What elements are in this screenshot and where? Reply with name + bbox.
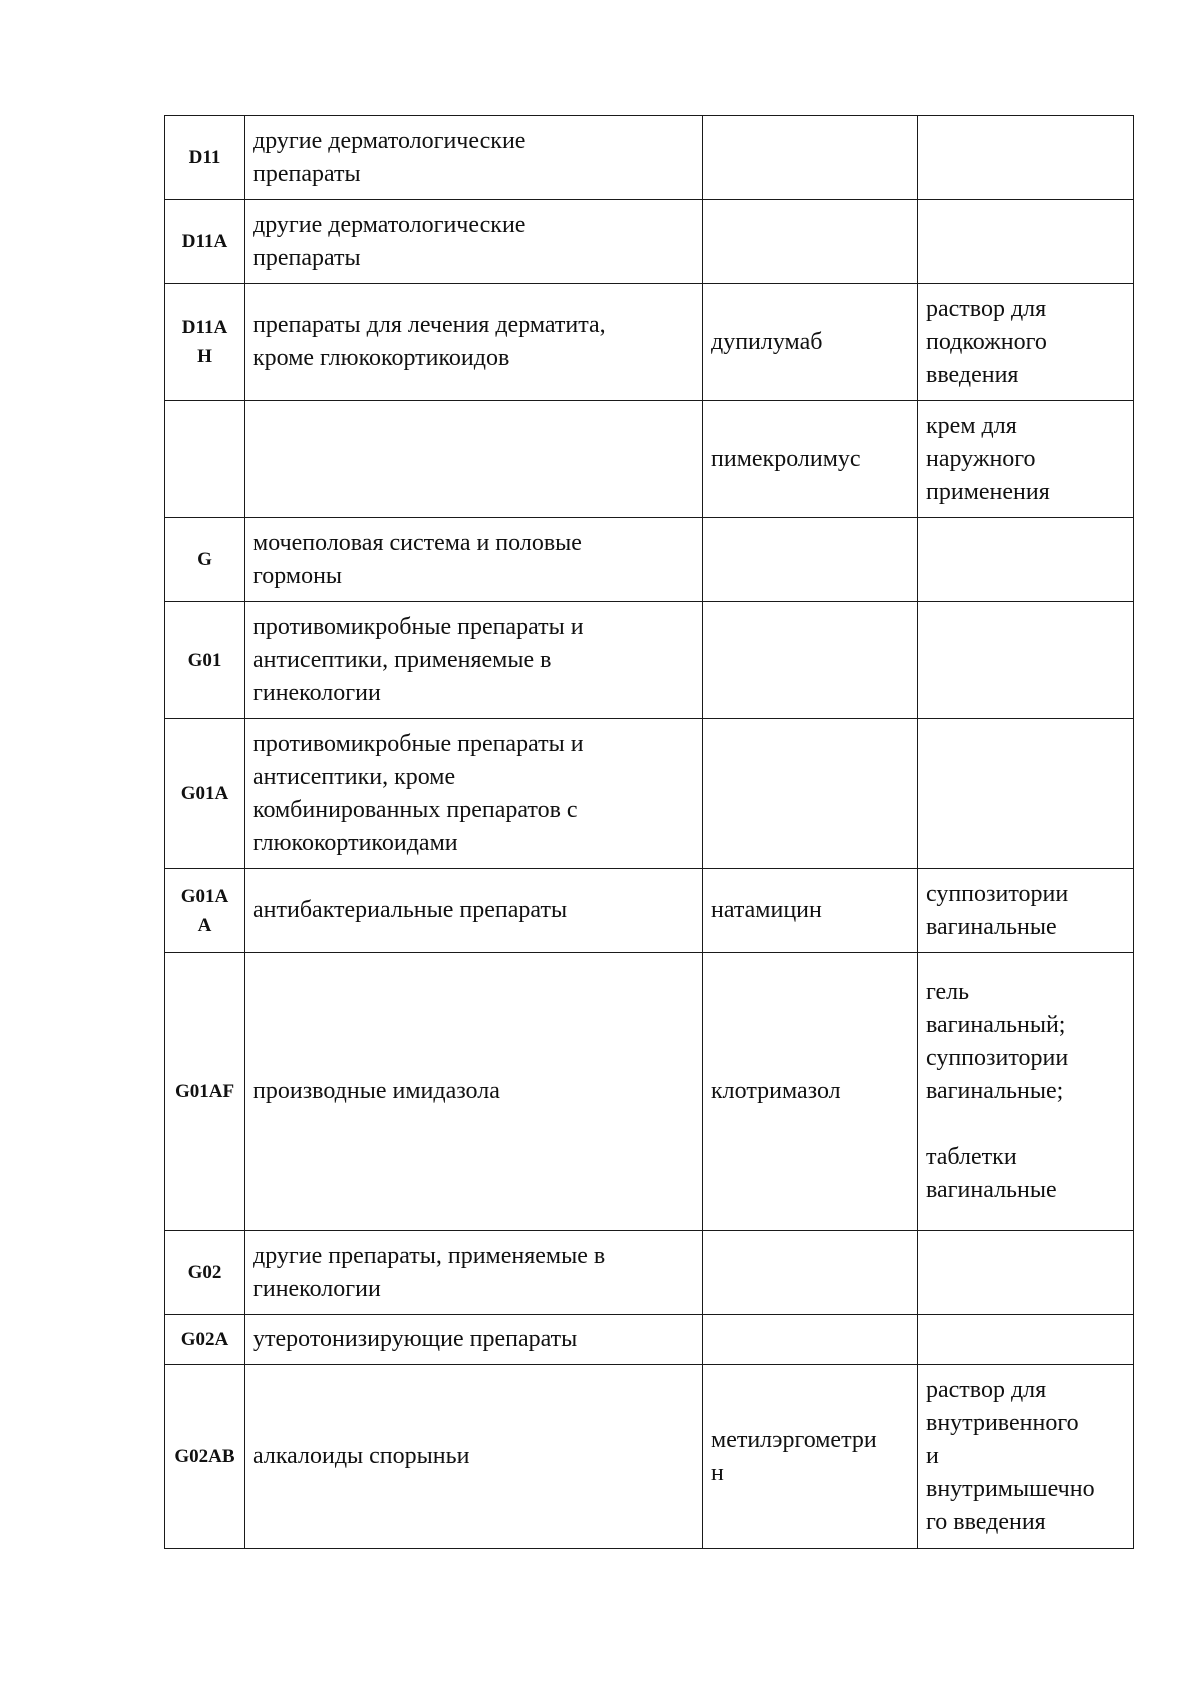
pharmacological-group-cell: препараты для лечения дерматита, кроме глюкокортикоидов: [245, 284, 703, 401]
drug-name-cell: метилэргометри н: [703, 1365, 918, 1549]
atc-code-cell: G02A: [165, 1315, 245, 1365]
table-body: [165, 116, 1134, 1549]
table-row: [165, 1315, 1134, 1365]
dosage-form-cell: раствор для внутривенного и внутримышечно го введения: [918, 1365, 1134, 1549]
drug-name-cell: [703, 518, 918, 602]
dosage-form-cell: [918, 518, 1134, 602]
table-row: [165, 200, 1134, 284]
dosage-form-cell: раствор для подкожного введения: [918, 284, 1134, 401]
dosage-form-cell: гель вагинальный; суппозитории вагинальные; таблетки вагинальные: [918, 953, 1134, 1231]
atc-code-cell: D11A: [165, 200, 245, 284]
dosage-form-cell: [918, 200, 1134, 284]
pharmacological-group-cell: алкалоиды спорыньи: [245, 1365, 703, 1549]
atc-code-cell: G02AB: [165, 1365, 245, 1549]
pharmacological-group-cell: [245, 401, 703, 518]
dosage-form-cell: [918, 719, 1134, 869]
table-row: [165, 719, 1134, 869]
pharmacological-group-cell: другие дерматологические препараты: [245, 116, 703, 200]
table-row: [165, 1231, 1134, 1315]
table-row: [165, 116, 1134, 200]
atc-code-cell: G01A: [165, 719, 245, 869]
drug-name-cell: [703, 200, 918, 284]
atc-code-cell: G01A A: [165, 869, 245, 953]
pharmacological-group-cell: другие дерматологические препараты: [245, 200, 703, 284]
dosage-form-cell: [918, 602, 1134, 719]
pharmacological-group-cell: противомикробные препараты и антисептики, кроме комбинированных препаратов с глюкокортикоидами: [245, 719, 703, 869]
atc-code-cell: G02: [165, 1231, 245, 1315]
drug-name-cell: [703, 116, 918, 200]
pharmacological-group-cell: противомикробные препараты и антисептики, применяемые в гинекологии: [245, 602, 703, 719]
drug-name-cell: [703, 1315, 918, 1365]
pharmacological-group-cell: утеротонизирующие препараты: [245, 1315, 703, 1365]
pharmacological-group-cell: антибактериальные препараты: [245, 869, 703, 953]
table-row: [165, 518, 1134, 602]
table-row: [165, 284, 1134, 401]
drug-name-cell: дупилумаб: [703, 284, 918, 401]
table-row: [165, 401, 1134, 518]
dosage-form-cell: суппозитории вагинальные: [918, 869, 1134, 953]
atc-code-cell: G01: [165, 602, 245, 719]
dosage-form-cell: [918, 116, 1134, 200]
atc-code-cell: G: [165, 518, 245, 602]
atc-code-cell: D11A H: [165, 284, 245, 401]
drug-name-cell: натамицин: [703, 869, 918, 953]
dosage-form-cell: крем для наружного применения: [918, 401, 1134, 518]
pharmacological-group-cell: мочеполовая система и половые гормоны: [245, 518, 703, 602]
pharmacological-group-cell: производные имидазола: [245, 953, 703, 1231]
dosage-form-cell: [918, 1231, 1134, 1315]
atc-code-cell: G01AF: [165, 953, 245, 1231]
drug-name-cell: [703, 1231, 918, 1315]
drug-name-cell: клотримазол: [703, 953, 918, 1231]
dosage-form-cell: [918, 1315, 1134, 1365]
pharmacological-group-cell: другие препараты, применяемые в гинекологии: [245, 1231, 703, 1315]
atc-code-cell: D11: [165, 116, 245, 200]
drug-classification-table: [164, 115, 1134, 1549]
table-row: [165, 602, 1134, 719]
drug-name-cell: пимекролимус: [703, 401, 918, 518]
atc-code-cell: [165, 401, 245, 518]
drug-name-cell: [703, 602, 918, 719]
table-row: [165, 869, 1134, 953]
drug-name-cell: [703, 719, 918, 869]
table-row: [165, 953, 1134, 1231]
table-row: [165, 1365, 1134, 1549]
